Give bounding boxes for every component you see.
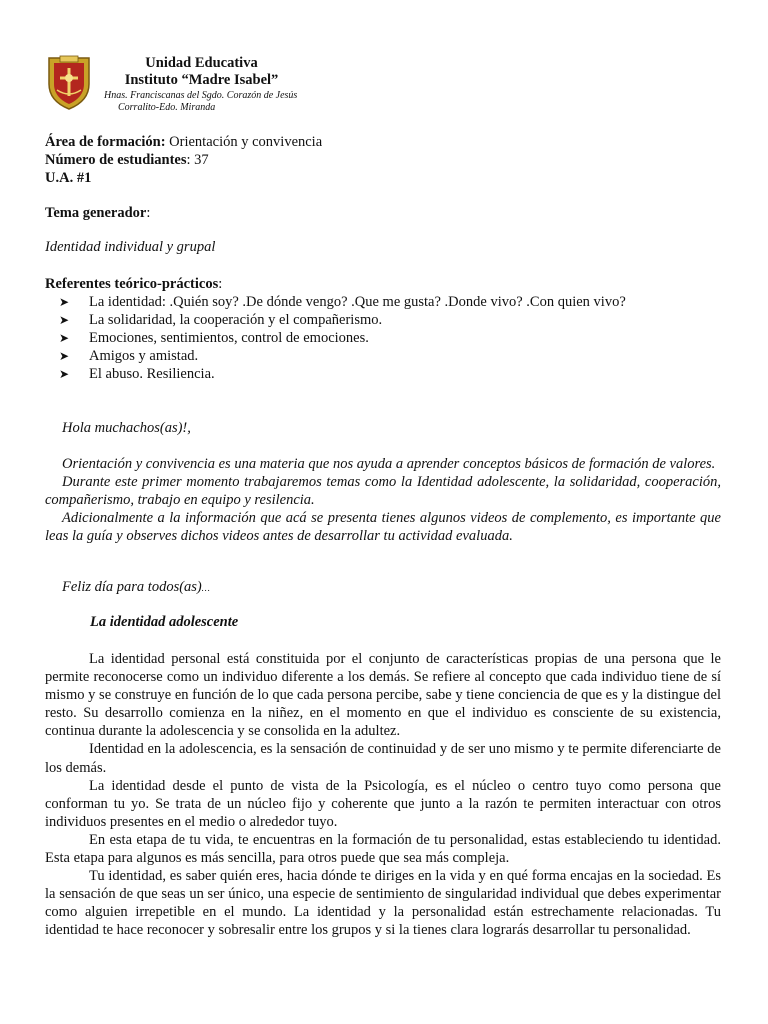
referentes-colon: :: [218, 276, 223, 292]
body-paragraph: Identidad en la adolescencia, es la sensación de continuidad y de ser uno mismo y te permite diferenciarte de los demás.: [45, 741, 721, 776]
school-name-line1: Unidad Educativa: [145, 55, 258, 71]
referentes-heading: [45, 275, 725, 293]
school-name: [104, 55, 299, 89]
arrow-bullet-icon: ➤: [59, 331, 70, 345]
list-item-text: La identidad: .Quién soy? .De dónde vengo? .Que me gusta? .Donde vivo? .Con quien vivo?: [89, 294, 626, 310]
list-item: [45, 329, 725, 347]
referentes-list: [45, 293, 725, 383]
school-name-line2: Instituto “Madre Isabel”: [124, 72, 279, 88]
area-label: Área de formación:: [45, 134, 166, 150]
tema-value: Identidad individual y grupal: [45, 239, 216, 255]
ua-row: [45, 169, 725, 187]
body-paragraph: En esta etapa de tu vida, te encuentras en la formación de tu personalidad, estas estableciendo tu identidad. Esta etapa para algunos es más sencilla, para otros puede que sea más compleja.: [45, 831, 721, 867]
section-body: [45, 650, 721, 940]
school-crest-icon: [46, 54, 92, 110]
section-title: La identidad adolescente: [90, 614, 239, 630]
body-paragraph: Tu identidad, es saber quién eres, hacia dónde te diriges en la vida y en qué forma encajas en la sociedad. Es la sensación de que seas un ser único, una especie de sentimiento de singularidad individual que debes experimentar como alguien irrepetible en el mundo. La identidad y la personalidad están estrechamente relacionadas. Tu identidad te hace reconocer y sobresalir entre los grupos y si la tienes clara lograrás desarrollar tu personalidad.: [45, 868, 721, 939]
arrow-bullet-icon: ➤: [59, 313, 70, 327]
students-label: Número de estudiantes: [45, 152, 187, 168]
list-item-text: La solidaridad, la cooperación y el compañerismo.: [89, 312, 383, 328]
area-row: [45, 133, 725, 151]
closing: [45, 578, 738, 597]
arrow-bullet-icon: ➤: [59, 295, 70, 309]
list-item: [45, 365, 725, 383]
area-value: Orientación y convivencia: [165, 134, 323, 150]
course-meta: [45, 133, 725, 187]
list-item: [45, 311, 725, 329]
intro-paragraph: Adicionalmente a la información que acá se presenta tienes algunos videos de complemento, es importante que leas la guía y observes dichos videos antes de desarrollar tu actividad evaluada.: [45, 510, 721, 544]
closing-dots: …: [201, 583, 210, 593]
body-paragraph: La identidad personal está constituida por el conjunto de características propias de una persona que le permite reconocerse como un individuo diferente a los demás. Se refiere al concepto que cada individuo tiene de sí mismo y se construye en función de lo que cada persona percibe, sabe y tiene conciencia de que es y la distingue del resto. Su desarrollo comienza en la niñez, en el momento en que el individuo es consciente de su existencia, continua durante la adolescencia y se consolida en la adultez.: [45, 651, 721, 740]
students-value: : 37: [186, 152, 209, 168]
tema-label: Tema generador: [45, 205, 147, 221]
list-item-text: Amigos y amistad.: [89, 348, 199, 364]
intro-paragraphs: [45, 455, 721, 545]
list-item: [45, 347, 725, 365]
school-subtitle: [104, 90, 334, 114]
ua-label: U.A. #1: [45, 170, 92, 186]
closing-text: Feliz día para todos(as): [62, 579, 202, 595]
intro-paragraph: Orientación y convivencia es una materia que nos ayuda a aprender conceptos básicos de formación de valores.: [62, 456, 716, 472]
list-item-text: El abuso. Resiliencia.: [89, 366, 215, 382]
list-item-text: Emociones, sentimientos, control de emociones.: [89, 330, 369, 346]
body-paragraph: La identidad desde el punto de vista de la Psicología, es el núcleo o centro tuyo como persona que conforman tu yo. Se trata de un núcleo fijo y coherente que junto a la razón te permiten interactuar con otros individuos presentes en el medio o alrededor tuyo.: [45, 777, 721, 830]
students-row: [45, 151, 725, 169]
school-subtitle-line2: Corralito-Edo. Miranda: [118, 102, 216, 113]
greeting: Hola muchachos(as)!,: [62, 420, 191, 436]
intro-paragraph: Durante este primer momento trabajaremos temas como la Identidad adolescente, la solidaridad, cooperación, compañerismo, trabajo en equipo y resilencia.: [45, 474, 721, 508]
referentes-label: Referentes teórico-prácticos: [45, 276, 219, 292]
tema-heading: [45, 204, 150, 222]
referentes-section: [45, 275, 725, 383]
tema-colon: :: [146, 205, 151, 221]
school-subtitle-line1: Hnas. Franciscanas del Sgdo. Corazón de Jesús: [104, 90, 298, 101]
list-item: [45, 293, 725, 311]
arrow-bullet-icon: ➤: [59, 349, 70, 363]
arrow-bullet-icon: ➤: [59, 367, 70, 381]
